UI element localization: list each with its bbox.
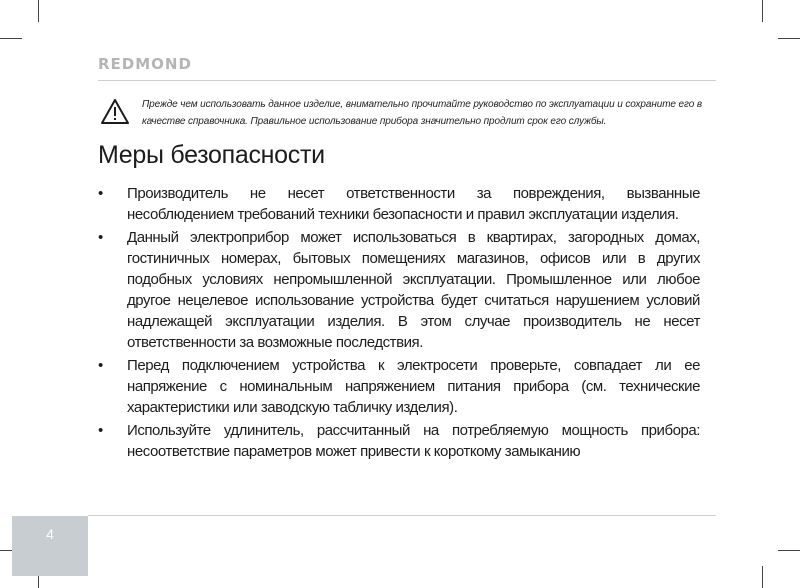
crop-mark	[762, 0, 763, 22]
warning-note	[100, 96, 712, 130]
list-item: • Производитель не несет ответственности за повреждения, вызванные несоблюдением требований техники безопасности и правил эксплуатации изделия.	[98, 183, 700, 225]
list-item: • Используйте удлинитель, рассчитанный на потребляемую мощность прибора: несоответствие параметров может привести к короткому замыканию	[98, 420, 700, 462]
page-number: 4	[46, 526, 54, 542]
header-divider	[98, 80, 716, 81]
crop-mark	[762, 566, 763, 588]
crop-mark	[778, 550, 800, 551]
list-item: • Перед подключением устройства к электросети проверьте, совпадает ли ее напряжение с номинальным напряжением питания прибора (см. технические характеристики или заводскую табличку изделия).	[98, 355, 700, 418]
crop-mark	[38, 0, 39, 22]
page-number-box	[12, 516, 88, 576]
brand-logo: REDMOND	[98, 55, 192, 73]
warning-triangle-icon	[100, 98, 130, 125]
footer-divider	[88, 515, 716, 516]
crop-mark	[778, 38, 800, 39]
safety-list	[98, 183, 700, 464]
list-item: • Данный электроприбор может использоваться в квартирах, загородных домах, гостиничных номерах, бытовых помещениях магазинов, офисов или в других подобных условиях непромышленной эксплуатации. Промышленное или любое другое нецелевое использование устройства будет считаться нарушением условий надлежащей эксплуатации изделия. В этом случае производитель не несет ответственности за возможные последствия.	[98, 227, 700, 353]
crop-mark	[0, 38, 22, 39]
warning-text: Прежде чем использовать данное изделие, внимательно прочитайте руководство по эксплуатации и сохраните его в качестве справочника. Правильное использование прибора значительно продлит срок его службы.	[142, 99, 703, 127]
section-title: Меры безопасности	[98, 141, 325, 169]
